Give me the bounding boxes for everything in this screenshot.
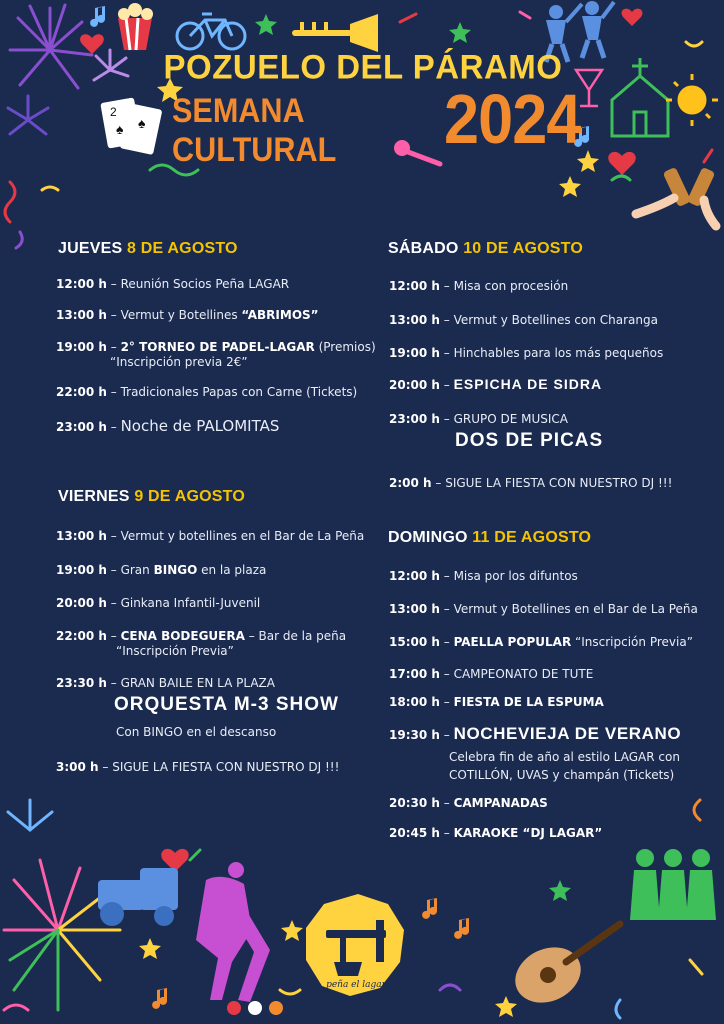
event-time: 19:00 h [389,346,440,360]
schedule-item [389,313,658,328]
event-highlight: PAELLA POPULAR [453,635,572,649]
svg-text:♠: ♠ [116,121,124,137]
separator: – [439,569,454,583]
event-text: (Premios) [314,340,376,354]
day-date: 9 DE AGOSTO [134,488,245,505]
schedule-item [389,279,568,294]
schedule-item [56,340,376,355]
separator: – [439,279,454,293]
event-text: Noche de PALOMITAS [120,417,280,435]
event-time: 23:00 h [56,420,107,434]
town-title: POZUELO DEL PÁRAMO [163,47,563,86]
dancing-couple-icon [196,862,270,1002]
svg-text:2: 2 [110,105,117,119]
event-time: 23:00 h [389,412,440,426]
event-time: 13:00 h [389,602,440,616]
beer-cheers-icon [636,167,716,226]
day-heading-sabado [388,240,583,258]
schedule-item [389,346,663,361]
event-highlight: CAMPANADAS [453,796,548,810]
schedule-item [56,308,319,323]
event-highlight: ESPICHA DE SIDRA [453,376,603,392]
event-highlight: “ABRIMOS” [241,308,319,322]
separator: – [106,385,121,399]
event-time: 19:00 h [56,563,107,577]
event-time: 12:00 h [56,277,107,291]
popcorn-icon [118,3,153,50]
event-text: Misa con procesión [453,279,569,293]
event-time: 18:00 h [389,695,440,709]
event-text: Gran [120,563,154,577]
event-highlight: 2° TORNEO DE PADEL-LAGAR [120,340,315,354]
year-title: 2024 [444,80,581,158]
event-time: 3:00 h [56,760,99,774]
svg-text:♠: ♠ [138,115,146,131]
day-name: SÁBADO [388,240,459,257]
day-name: JUEVES [58,240,123,257]
separator: – [439,667,454,681]
event-highlight: FIESTA DE LA ESPUMA [453,695,604,709]
playing-cards-icon [100,97,162,155]
event-text: – Bar de la peña [244,629,347,643]
schedule-item [389,569,578,584]
event-time: 22:00 h [56,385,107,399]
event-text: CAMPEONATO DE TUTE [453,667,594,681]
day-date: 11 DE AGOSTO [472,529,592,546]
schedule-item [56,676,275,691]
event-highlight: NOCHEVIEJA DE VERANO [453,724,682,743]
event-text: Vermut y botellines en el Bar de La Peña [120,529,365,543]
event-time: 20:45 h [389,826,440,840]
procession-figures-icon [630,849,716,920]
separator: – [439,378,454,392]
schedule-item [389,602,698,617]
schedule-item [56,760,339,775]
separator: – [106,340,121,354]
event-time: 23:30 h [56,676,107,690]
event-text: Vermut y Botellines en el Bar de La Peña [453,602,698,616]
event-time: 2:00 h [389,476,432,490]
schedule-item [389,377,602,393]
logo-text: peña el lagar [326,980,386,990]
event-note: “Inscripción previa 2€” [110,355,248,369]
event-note: Celebra fin de año al estilo LAGAR con [449,750,680,764]
separator: – [439,635,454,649]
event-note: “Inscripción Previa” [116,644,234,658]
bicycle-icon [177,14,245,49]
schedule-item [389,476,672,491]
separator: – [439,695,454,709]
schedule-item [389,667,593,682]
separator: – [439,826,454,840]
schedule-item [389,412,568,427]
sun-icon [666,74,718,126]
schedule-item [56,563,266,578]
event-time: 12:00 h [389,569,440,583]
event-time: 22:00 h [56,629,107,643]
event-time: 13:00 h [56,529,107,543]
separator: – [439,796,454,810]
day-heading-viernes [58,488,245,506]
event-text: “Inscripción Previa” [571,635,693,649]
event-time: 13:00 h [389,313,440,327]
event-time: 19:00 h [56,340,107,354]
event-time: 19:30 h [389,728,440,742]
band-name: DOS DE PICAS [455,430,604,451]
separator: – [106,596,121,610]
event-text: GRUPO DE MUSICA [453,412,568,426]
event-time: 20:00 h [56,596,107,610]
day-name: VIERNES [58,488,130,505]
separator: – [106,277,121,291]
separator: – [439,346,454,360]
event-text: SIGUE LA FIESTA CON NUESTRO DJ !!! [445,476,673,490]
schedule-item [56,629,346,644]
separator: – [106,308,121,322]
event-text: SIGUE LA FIESTA CON NUESTRO DJ !!! [112,760,340,774]
separator: – [106,629,121,643]
event-text: Tradicionales Papas con Carne (Tickets) [120,385,358,399]
day-name: DOMINGO [388,529,468,546]
schedule-item [389,726,681,743]
event-time: 12:00 h [389,279,440,293]
guitar-icon [506,924,620,1013]
separator: – [431,476,446,490]
church-icon [612,58,668,136]
separator: – [106,563,121,577]
event-text: en la plaza [197,563,267,577]
schedule-item [56,277,289,292]
day-date: 8 DE AGOSTO [127,240,238,257]
event-time: 20:00 h [389,378,440,392]
event-time: 17:00 h [389,667,440,681]
separator: – [439,602,454,616]
event-highlight: CENA BODEGUERA [120,629,245,643]
schedule-item [56,596,260,611]
schedule-item [389,826,602,841]
event-text: Misa por los difuntos [453,569,578,583]
schedule-item [56,385,357,400]
day-heading-jueves [58,240,238,258]
separator: – [106,676,121,690]
separator: – [439,728,454,742]
event-text: Vermut y Botellines con Charanga [453,313,658,327]
event-note: Con BINGO en el descanso [116,725,277,739]
event-highlight: BINGO [153,563,198,577]
schedule-item [56,529,364,544]
day-heading-domingo [388,529,591,547]
event-text: Reunión Socios Peña LAGAR [120,277,290,291]
separator: – [439,412,454,426]
schedule-item [389,796,548,811]
event-text: Vermut y Botellines [120,308,242,322]
separator: – [106,420,121,434]
event-time: 13:00 h [56,308,107,322]
schedule-item [389,635,693,650]
separator: – [439,313,454,327]
tractor-icon [98,868,178,926]
event-time: 15:00 h [389,635,440,649]
event-note: COTILLÓN, UVAS y champán (Tickets) [449,768,675,782]
schedule-item [56,419,279,435]
separator: – [98,760,113,774]
event-text: Hinchables para los más pequeños [453,346,664,360]
band-name: ORQUESTA M-3 SHOW [114,694,339,715]
separator: – [106,529,121,543]
event-highlight: KARAOKE “DJ LAGAR” [453,826,603,840]
schedule-item [389,695,604,710]
day-date: 10 DE AGOSTO [463,240,583,257]
event-time: 20:30 h [389,796,440,810]
event-text: Ginkana Infantil-Juvenil [120,596,261,610]
event-title: SEMANA CULTURAL [172,92,337,169]
event-text: GRAN BAILE EN LA PLAZA [120,676,275,690]
